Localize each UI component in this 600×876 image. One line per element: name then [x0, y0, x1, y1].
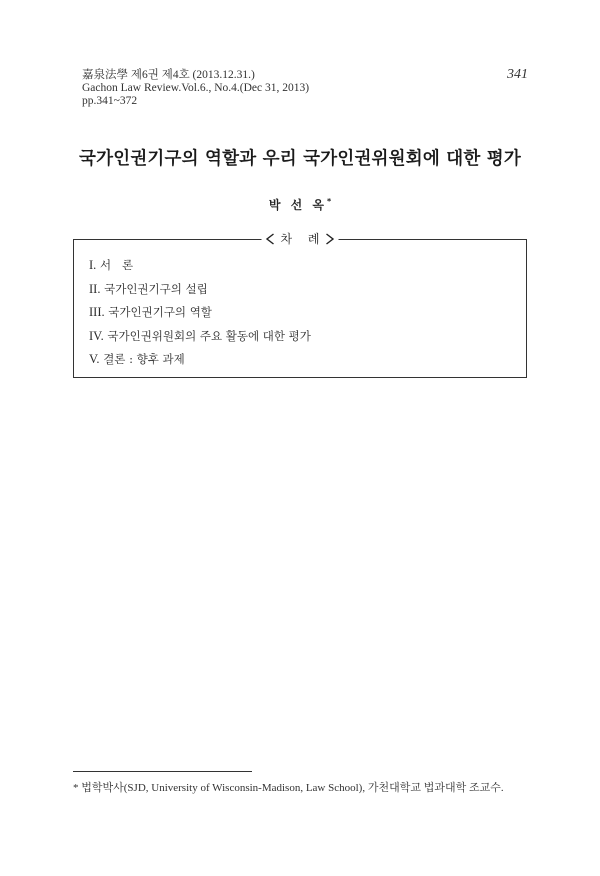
- table-of-contents: [73, 232, 527, 378]
- page-number: 341: [507, 67, 528, 82]
- toc-item[interactable]: [89, 348, 311, 372]
- toc-list: [89, 254, 311, 372]
- toc-item[interactable]: [89, 325, 311, 349]
- toc-item-text: 국가인권위원회의 주요 활동에 대한 평가: [107, 328, 311, 343]
- author-name: 박 선 옥: [268, 198, 327, 212]
- toc-heading-label: 차 례: [280, 232, 326, 246]
- toc-item-number: II.: [89, 281, 101, 296]
- right-angle-bracket-icon: [326, 233, 335, 245]
- toc-item-number: IV.: [89, 328, 104, 343]
- toc-item[interactable]: [89, 301, 311, 325]
- journal-citation-english: Gachon Law Review.Vol.6., No.4.(Dec 31, 2013): [82, 82, 310, 94]
- toc-item-number: I.: [89, 258, 97, 272]
- author: [0, 196, 600, 213]
- toc-heading: [262, 231, 339, 247]
- toc-item-text: 서 론: [99, 258, 134, 272]
- toc-item[interactable]: [89, 278, 311, 302]
- paper-title: 국가인권기구의 역할과 우리 국가인권위원회에 대한 평가: [79, 149, 521, 169]
- toc-item-text: 국가인권기구의 설립: [104, 281, 208, 296]
- footnote-divider: [73, 771, 252, 772]
- journal-citation-korean: 嘉泉法學 제6권 제4호 (2013.12.31.): [82, 69, 255, 81]
- toc-item[interactable]: [89, 254, 311, 278]
- journal-citation: [82, 69, 309, 108]
- left-angle-bracket-icon: [266, 233, 275, 245]
- toc-item-text: 결론 : 향후 과제: [103, 352, 185, 366]
- journal-pages: pp.341~372: [82, 95, 138, 107]
- toc-item-number: V.: [89, 352, 100, 366]
- toc-item-number: III.: [89, 305, 105, 319]
- author-footnote: * 법학박사(SJD, University of Wisconsin-Madison, Law School), 가천대학교 법과대학 조교수.: [73, 782, 504, 794]
- toc-item-text: 국가인권기구의 역할: [108, 305, 212, 319]
- author-footnote-marker[interactable]: *: [326, 197, 332, 206]
